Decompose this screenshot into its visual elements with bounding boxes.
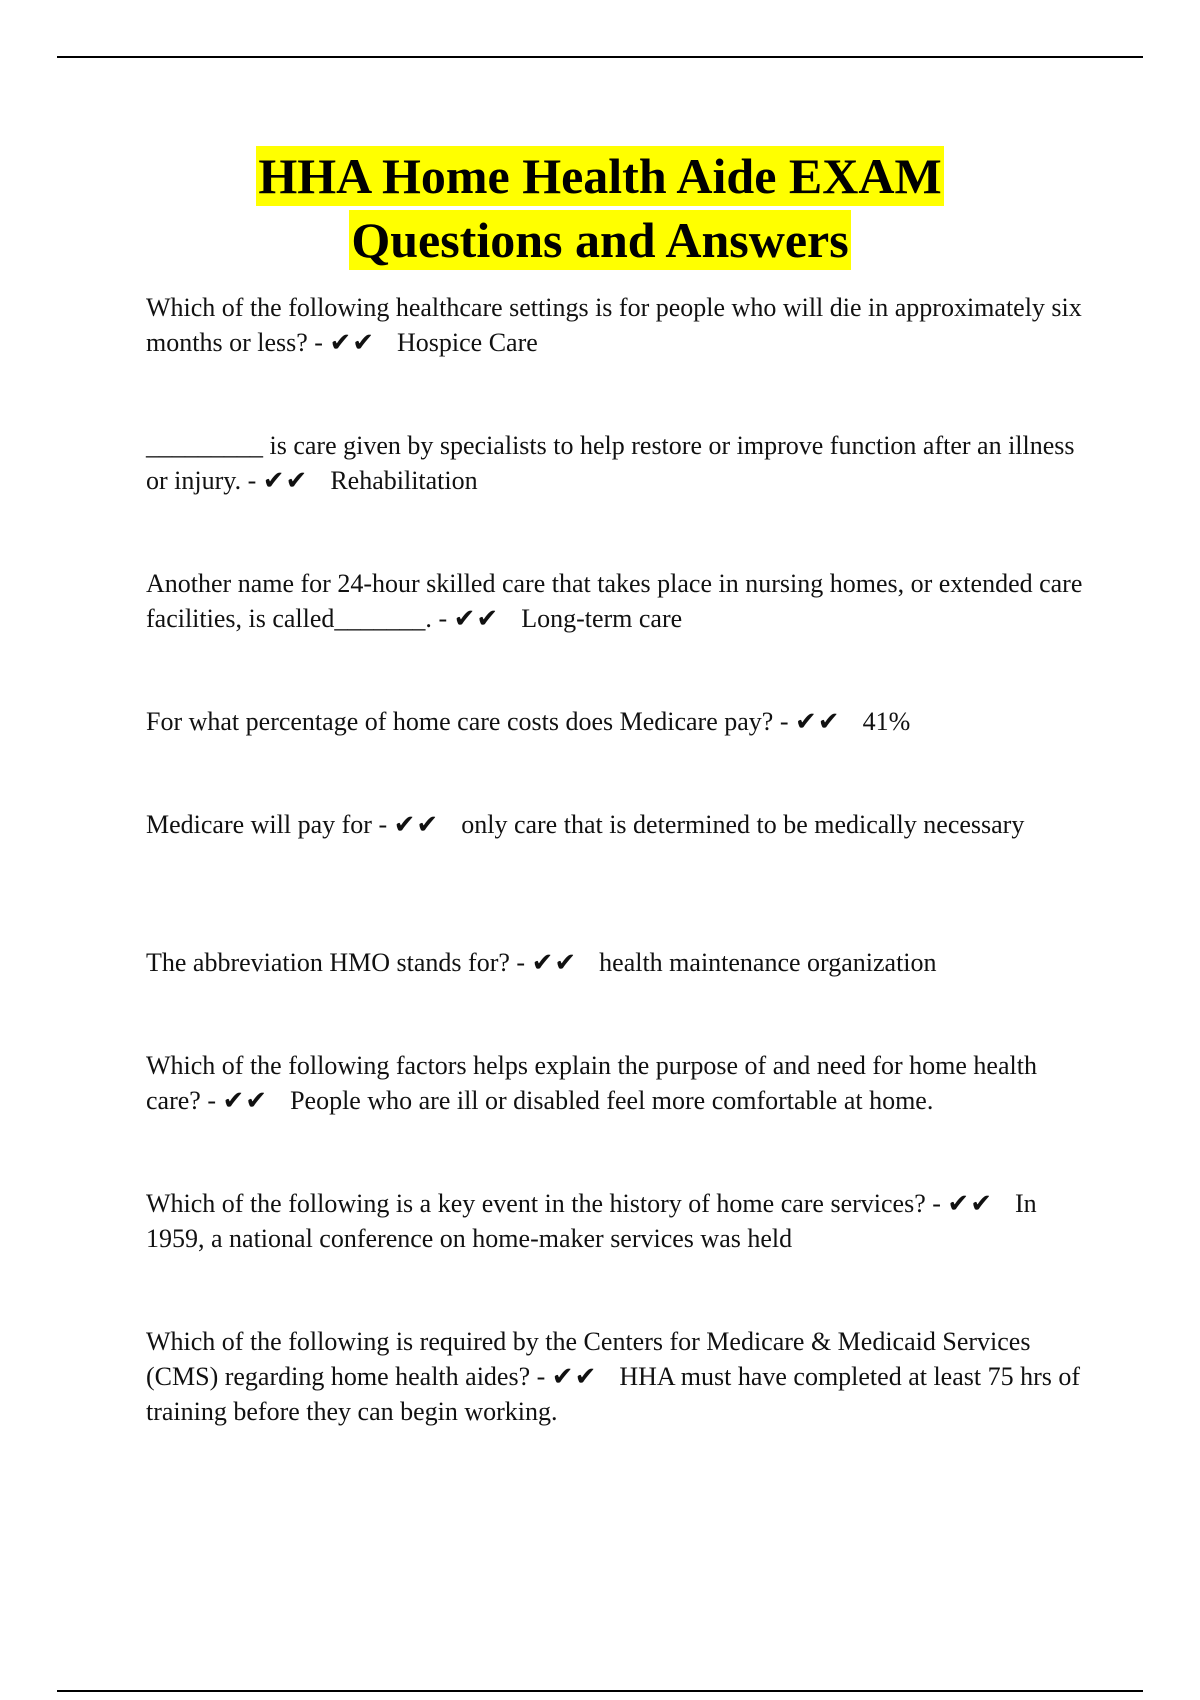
check-icon: ✔✔ — [222, 1086, 269, 1115]
document-title — [0, 146, 1200, 274]
answer-text: Rehabilitation — [330, 466, 478, 495]
answer-text: People who are ill or disabled feel more comfortable at home. — [290, 1086, 934, 1115]
check-icon: ✔✔ — [531, 948, 578, 977]
answer-text: only care that is determined to be medically necessary — [461, 810, 1025, 839]
qa-item-7: Which of the following factors helps explain the purpose of and need for home health care? - ✔✔ People who are ill or disabled feel more comfortable at home. — [146, 1051, 1037, 1115]
check-icon: ✔✔ — [947, 1189, 993, 1218]
footer-rule — [57, 1690, 1143, 1692]
qa-item-4: For what percentage of home care costs does Medicare pay? - ✔✔ 41% — [146, 707, 911, 736]
question-text: For what percentage of home care costs does Medicare pay? — [146, 707, 774, 736]
check-icon: ✔✔ — [795, 707, 841, 736]
question-text: Which of the following factors helps explain the purpose of and need for home health care? — [146, 1051, 1037, 1115]
title-line-1: HHA Home Health Aide EXAM — [258, 148, 942, 204]
answer-text: HHA must have completed at least 75 hrs of training before they can begin working. — [146, 1362, 1081, 1426]
qa-item-3: Another name for 24-hour skilled care that takes place in nursing homes, or extended care facilities, is called_______. - ✔✔ Long-term care — [146, 569, 1083, 633]
answer-text: 41% — [862, 707, 911, 736]
qa-item-9: Which of the following is required by the Centers for Medicare & Medicaid Services (CMS) regarding home health aides? - ✔✔ HHA must have completed at least 75 hrs of training before they can begin working. — [146, 1327, 1081, 1426]
answer-text: Long-term care — [521, 604, 683, 633]
header-rule — [57, 56, 1143, 58]
check-icon: ✔✔ — [393, 810, 440, 839]
qa-item-2: _________ is care given by specialists to help restore or improve function after an illness or injury. - ✔✔ Rehabilitation — [146, 431, 1075, 495]
question-text: _________ is care given by specialists to help restore or improve function after an illness or injury. — [146, 431, 1075, 495]
question-text: Another name for 24-hour skilled care that takes place in nursing homes, or extended care facilities, is called_______. — [146, 569, 1083, 633]
answer-text: health maintenance organization — [599, 948, 937, 977]
question-text: Which of the following is a key event in the history of home care services? — [146, 1189, 926, 1218]
question-text: Which of the following healthcare settings is for people who will die in approximately six months or less? — [146, 293, 1082, 357]
question-text: Which of the following is required by the Centers for Medicare & Medicaid Services (CMS) regarding home health aides? — [146, 1327, 1031, 1391]
answer-text: Hospice Care — [397, 328, 538, 357]
question-text: Medicare will pay for — [146, 810, 372, 839]
qa-item-8: Which of the following is a key event in the history of home care services? - ✔✔ In 1959, a national conference on home-maker services was held — [146, 1189, 1037, 1253]
qa-item-5: Medicare will pay for - ✔✔ only care that is determined to be medically necessary — [146, 810, 1025, 839]
qa-item-6: The abbreviation HMO stands for? - ✔✔ health maintenance organization — [146, 948, 937, 977]
title-line-2: Questions and Answers — [351, 212, 849, 268]
check-icon: ✔✔ — [453, 604, 500, 633]
check-icon: ✔✔ — [551, 1362, 598, 1391]
question-text: The abbreviation HMO stands for? — [146, 948, 510, 977]
answer-text: In 1959, a national conference on home-maker services was held — [146, 1189, 1037, 1253]
check-icon: ✔✔ — [329, 328, 376, 357]
qa-item-1: Which of the following healthcare settings is for people who will die in approximately six months or less? - ✔✔ Hospice Care — [146, 293, 1082, 357]
check-icon: ✔✔ — [262, 466, 309, 495]
